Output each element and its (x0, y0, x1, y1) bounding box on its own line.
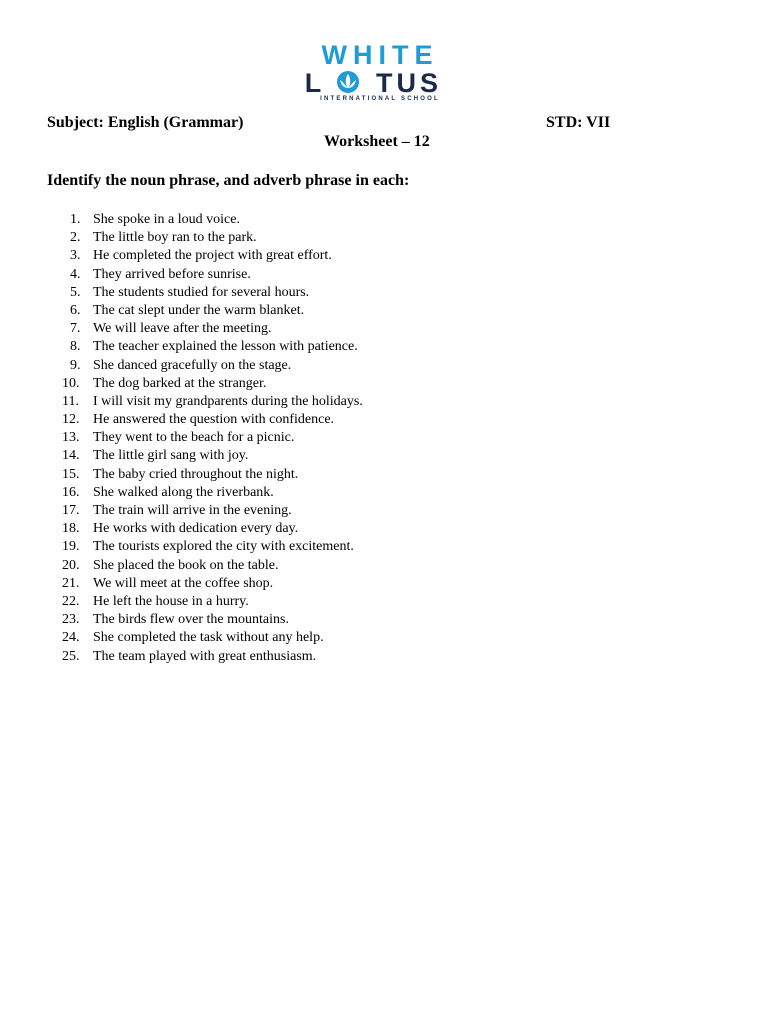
question-text: The cat slept under the warm blanket. (93, 302, 305, 318)
question-item (62, 247, 363, 265)
question-number: 5. (70, 284, 81, 300)
question-item (62, 557, 363, 575)
question-text: The train will arrive in the evening. (93, 503, 292, 518)
question-number: 24. (62, 630, 80, 646)
question-text: He left the house in a hurry. (93, 593, 249, 609)
question-text: They arrived before sunrise. (93, 266, 251, 282)
question-number: 23. (62, 612, 80, 628)
question-number: 25. (62, 648, 80, 664)
question-text: The baby cried throughout the night. (93, 466, 299, 482)
question-item (62, 575, 363, 593)
question-item (62, 520, 363, 538)
question-item (62, 393, 363, 411)
question-number: 9. (70, 357, 81, 373)
question-item (62, 411, 363, 429)
question-text: The little girl sang with joy. (93, 448, 249, 464)
question-text: She walked along the riverbank. (93, 484, 274, 500)
question-number: 1. (70, 212, 81, 227)
question-text: The team played with great enthusiasm. (93, 648, 317, 664)
question-item (62, 375, 363, 393)
logo-line1: WHITE (321, 40, 439, 70)
question-number: 2. (70, 230, 81, 246)
question-item (62, 357, 363, 375)
question-item (62, 484, 363, 502)
question-item (62, 266, 363, 284)
question-number: 22. (62, 593, 80, 609)
question-item (62, 320, 363, 338)
question-text: She spoke in a loud voice. (93, 212, 240, 227)
question-text: The little boy ran to the park. (93, 230, 257, 246)
question-text: They went to the beach for a picnic. (93, 430, 295, 446)
question-number: 13. (62, 430, 80, 446)
question-text: We will meet at the coffee shop. (93, 575, 274, 591)
question-item (62, 338, 363, 356)
question-number: 16. (62, 484, 80, 500)
question-item (62, 284, 363, 302)
question-number: 17. (62, 503, 80, 518)
question-text: We will leave after the meeting. (93, 321, 272, 337)
question-number: 12. (62, 412, 80, 428)
question-item (62, 629, 363, 647)
std-label: STD: VII (546, 114, 611, 131)
question-list (62, 211, 363, 666)
school-logo (296, 40, 464, 102)
school-logo-graphic (296, 40, 464, 102)
question-text: The tourists explored the city with excitement. (93, 539, 354, 555)
question-text: He works with dedication every day. (93, 521, 299, 537)
worksheet-title: Worksheet – 12 (324, 133, 430, 150)
question-number: 3. (70, 248, 81, 264)
question-item (62, 502, 363, 520)
question-text: The teacher explained the lesson with patience. (93, 339, 358, 355)
question-number: 8. (70, 339, 81, 355)
question-text: He answered the question with confidence. (93, 412, 335, 428)
logo-line3: INTERNATIONAL SCHOOL (320, 96, 440, 102)
question-number: 11. (62, 393, 79, 409)
question-number: 7. (70, 321, 81, 337)
question-number: 14. (62, 448, 80, 464)
question-item (62, 648, 363, 666)
question-text: The students studied for several hours. (93, 284, 310, 300)
logo-line2-right: TUS (376, 68, 442, 98)
question-number: 18. (62, 521, 80, 537)
question-number: 15. (62, 466, 80, 482)
question-text: He completed the project with great effort. (93, 248, 332, 264)
question-number: 20. (62, 557, 80, 573)
instruction-heading: Identify the noun phrase, and adverb phrase in each: (47, 172, 410, 189)
question-item (62, 466, 363, 484)
question-item (62, 229, 363, 247)
question-text: She completed the task without any help. (93, 630, 324, 646)
logo-line2-left: L (304, 68, 322, 98)
question-text: She placed the book on the table. (93, 557, 279, 573)
question-number: 6. (70, 302, 81, 318)
question-number: 19. (62, 539, 80, 555)
question-text: The birds flew over the mountains. (93, 612, 289, 628)
subject-label: Subject: English (Grammar) (47, 114, 244, 131)
question-text: She danced gracefully on the stage. (93, 357, 292, 373)
question-number: 10. (62, 375, 80, 391)
question-item (62, 211, 363, 229)
question-item (62, 302, 363, 320)
question-item (62, 593, 363, 611)
question-text: The dog barked at the stranger. (93, 375, 267, 391)
question-item (62, 538, 363, 556)
lotus-icon (337, 71, 359, 93)
question-number: 21. (62, 575, 80, 591)
question-item (62, 429, 363, 447)
question-item (62, 611, 363, 629)
question-text: I will visit my grandparents during the holidays. (93, 393, 363, 409)
question-number: 4. (70, 266, 81, 282)
question-item (62, 447, 363, 465)
